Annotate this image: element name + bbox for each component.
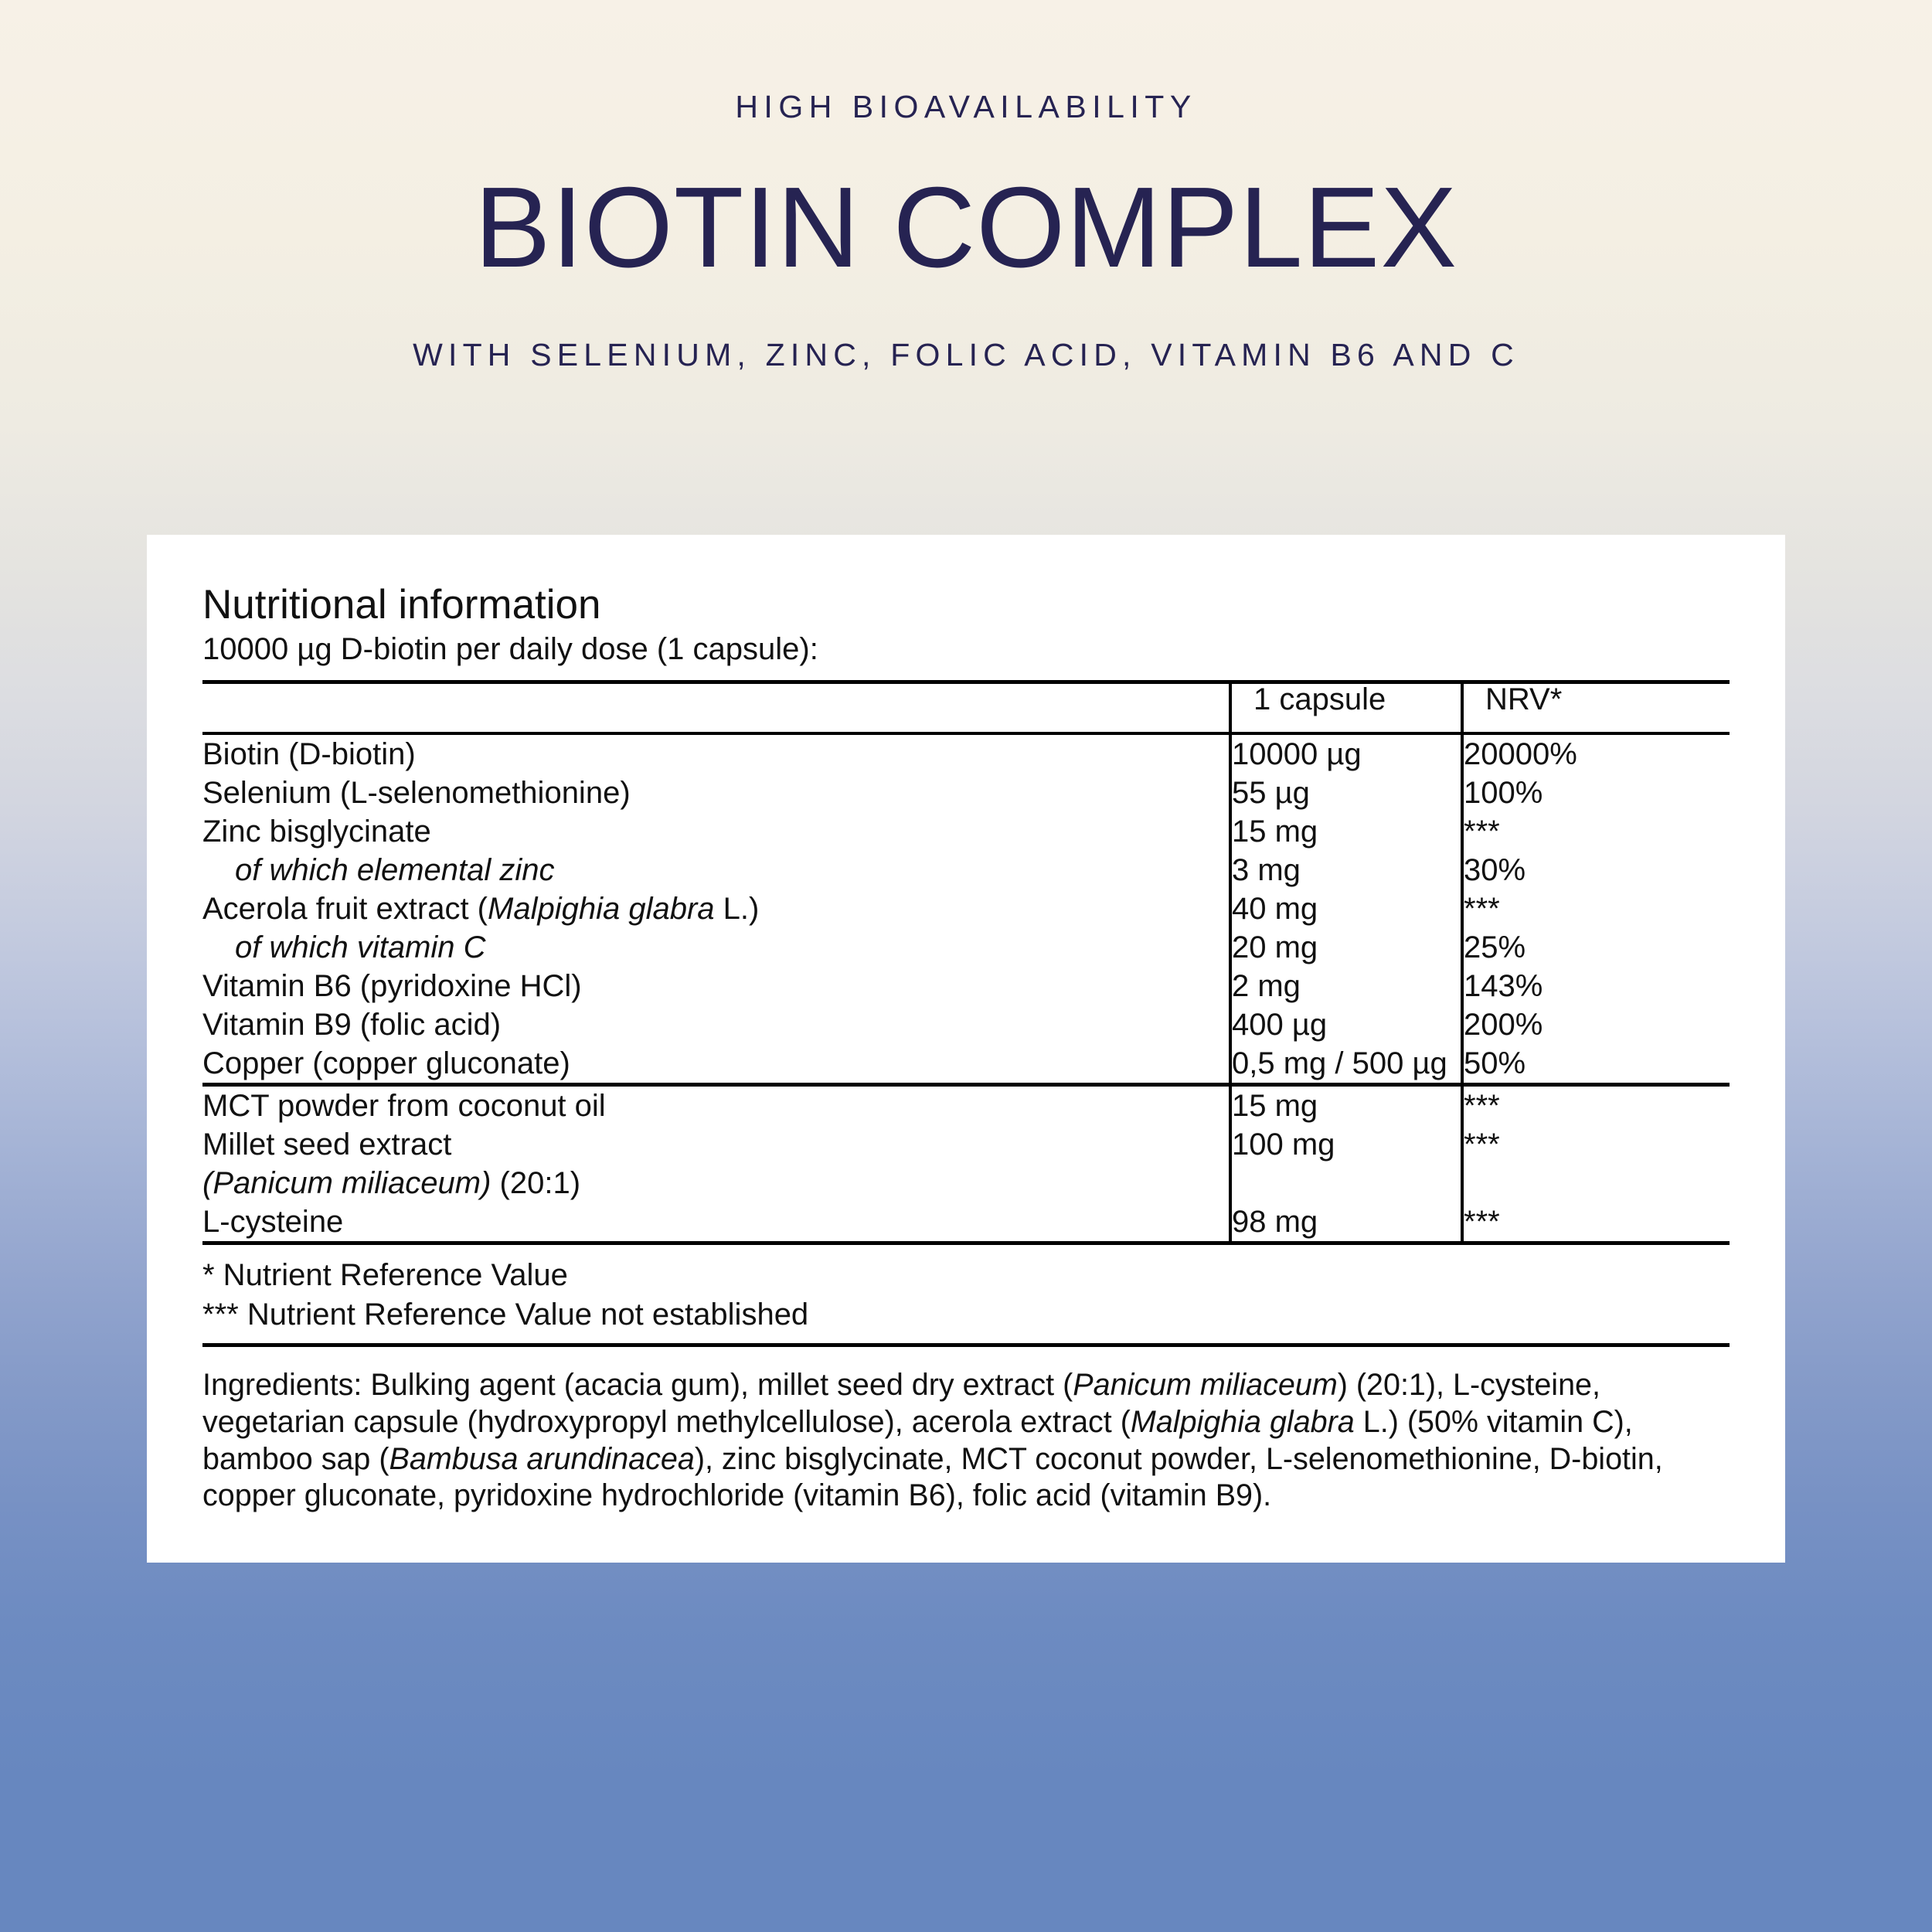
table-row-nrv: 25% — [1464, 930, 1526, 965]
nutrition-card-inner — [202, 583, 1730, 1515]
nutritional-information-heading: Nutritional information — [202, 582, 601, 628]
column-header-amount: 1 capsule — [1230, 682, 1462, 734]
table-row-amount: 0,5 mg / 500 µg — [1232, 1046, 1447, 1081]
section-a-names — [202, 733, 1230, 1085]
table-row-name: L-cysteine — [202, 1205, 344, 1240]
footnote-nrv: * Nutrient Reference Value — [202, 1258, 568, 1293]
table-row-amount: 2 mg — [1232, 969, 1301, 1004]
subtitle-text: WITH SELENIUM, ZINC, FOLIC ACID, VITAMIN B6 AND C — [413, 337, 1519, 372]
table-section-b — [202, 1085, 1730, 1242]
ingredients-paragraph: Ingredients: Bulking agent (acacia gum), millet seed dry extract (Panicum miliaceum) (20:1), L-cysteine, vegetarian capsule (hydroxypropyl methylcellulose), acerola extract (Malpighia glabra L.) (50% vitamin C), bamboo sap (Bambusa arundinacea), zinc bisglycinate, MCT coconut powder, L-selenomethionine, D-biotin, copper gluconate, pyridoxine hydrochloride (vitamin B6), folic acid (vitamin B9). — [202, 1368, 1663, 1513]
table-header-row — [202, 682, 1730, 734]
table-row-amount: 15 mg — [1232, 1089, 1318, 1124]
table-row-nrv: *** — [1464, 1205, 1500, 1240]
table-row-name: MCT powder from coconut oil — [202, 1089, 606, 1124]
column-header-nrv: NRV* — [1462, 682, 1730, 734]
nutrition-table — [202, 680, 1730, 1241]
table-row-amount: 15 mg — [1232, 815, 1318, 849]
table-row-amount: 98 mg — [1232, 1205, 1318, 1240]
table-row-amount: 20 mg — [1232, 930, 1318, 965]
table-row-amount: 10000 µg — [1232, 737, 1362, 772]
table-row-name: Selenium (L-selenomethionine) — [202, 776, 631, 811]
table-row-amount: 3 mg — [1232, 853, 1301, 888]
table-row-nrv: 100% — [1464, 776, 1543, 811]
column-header-name — [202, 682, 1230, 734]
table-row-nrv: 20000% — [1464, 737, 1577, 772]
section-a-amounts — [1230, 733, 1462, 1085]
table-row-name: (Panicum miliaceum) (20:1) — [202, 1166, 581, 1201]
footnotes-block — [202, 1241, 1730, 1334]
table-row-name: Millet seed extract — [202, 1128, 452, 1162]
table-row-nrv: *** — [1464, 892, 1500, 927]
section-b-names — [202, 1085, 1230, 1242]
table-row-nrv: *** — [1464, 1128, 1500, 1162]
daily-dose-line: 10000 µg D-biotin per daily dose (1 capsule): — [202, 632, 818, 667]
table-row-name: Zinc bisglycinate — [202, 815, 431, 849]
header-block — [0, 0, 1932, 371]
table-row-nrv: 30% — [1464, 853, 1526, 888]
table-section-a — [202, 733, 1730, 1085]
section-b-nrvs — [1462, 1085, 1730, 1242]
table-row-amount: 40 mg — [1232, 892, 1318, 927]
section-a-nrvs — [1462, 733, 1730, 1085]
eyebrow-text: HIGH BIOAVAILABILITY — [735, 89, 1197, 124]
table-row-nrv: 50% — [1464, 1046, 1526, 1081]
table-row-name: Biotin (D-biotin) — [202, 737, 416, 772]
nutrition-card — [147, 535, 1785, 1563]
section-b-amounts — [1230, 1085, 1462, 1242]
table-row-name: of which vitamin C — [235, 930, 486, 965]
table-row-name: Vitamin B9 (folic acid) — [202, 1008, 502, 1043]
footnote-divider — [202, 1343, 1730, 1347]
table-row-nrv: 143% — [1464, 969, 1543, 1004]
table-row-name: Acerola fruit extract (Malpighia glabra L.) — [202, 892, 760, 927]
table-row-amount: 55 µg — [1232, 776, 1310, 811]
table-row-name: Vitamin B6 (pyridoxine HCl) — [202, 969, 582, 1004]
table-row-nrv: *** — [1464, 1089, 1500, 1124]
table-row-nrv: 200% — [1464, 1008, 1543, 1043]
footnote-nrv-not-established: *** Nutrient Reference Value not established — [202, 1297, 809, 1332]
page-title: BIOTIN COMPLEX — [474, 164, 1458, 291]
table-row-nrv: *** — [1464, 815, 1500, 849]
table-row-name: Copper (copper gluconate) — [202, 1046, 570, 1081]
table-row-name: of which elemental zinc — [235, 853, 555, 888]
table-row-amount: 100 mg — [1232, 1128, 1335, 1162]
table-row-amount: 400 µg — [1232, 1008, 1328, 1043]
